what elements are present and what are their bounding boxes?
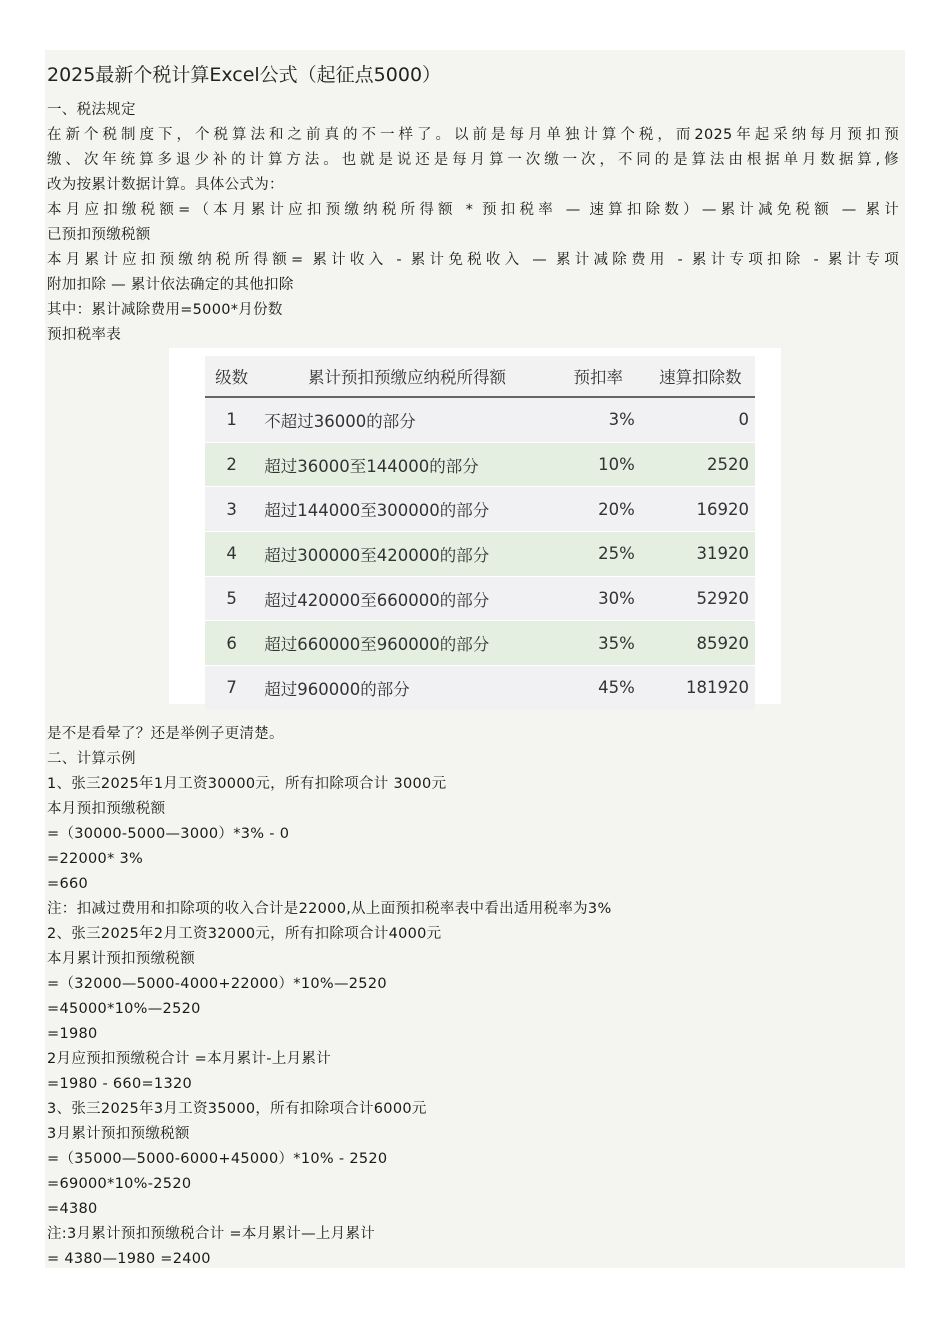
cell-rate: 3% (551, 397, 645, 442)
cell-deduction: 52920 (645, 576, 755, 621)
cell-level: 5 (205, 576, 258, 621)
table-row (205, 487, 755, 532)
cell-range: 超过300000至420000的部分 (258, 532, 550, 577)
cell-range: 超过660000至960000的部分 (258, 621, 550, 666)
example-line: =1980 (47, 1026, 98, 1042)
formula-line: 其中：累计减除费用=5000*月份数 (47, 302, 283, 318)
header-rate: 预扣率 (551, 356, 645, 397)
formula-line: 已预扣预缴税额 (47, 227, 151, 243)
header-deduction: 速算扣除数 (645, 356, 755, 397)
document-page (45, 50, 905, 1268)
example-line: = 4380—1980 =2400 (47, 1251, 211, 1267)
example-line: =22000* 3% (47, 851, 144, 867)
cell-range: 超过144000至300000的部分 (258, 487, 550, 532)
table-header-row (205, 356, 755, 397)
table-row (205, 532, 755, 577)
tax-law-section (47, 98, 899, 348)
example-line: =4380 (47, 1201, 98, 1217)
cell-level: 6 (205, 621, 258, 666)
example-line: 3月累计预扣预缴税额 (47, 1126, 190, 1142)
cell-rate: 20% (551, 487, 645, 532)
paragraph-line: 是不是看晕了？还是举例子更清楚。 (47, 726, 284, 742)
cell-range: 超过960000的部分 (258, 666, 550, 710)
cell-range: 超过420000至660000的部分 (258, 576, 550, 621)
example-line: =45000*10%—2520 (47, 1001, 201, 1017)
example-line: 1、张三2025年1月工资30000元，所有扣除项合计 3000元 (47, 776, 447, 792)
tax-rate-table (205, 356, 755, 710)
section-heading: 二、计算示例 (47, 751, 136, 767)
table-row (205, 666, 755, 710)
example-line: =（32000—5000-4000+22000）*10%—2520 (47, 976, 387, 992)
table-row (205, 576, 755, 621)
example-line: 2、张三2025年2月工资32000元，所有扣除项合计4000元 (47, 926, 442, 942)
cell-deduction: 181920 (645, 666, 755, 710)
cell-rate: 35% (551, 621, 645, 666)
paragraph-line: 改为按累计数据计算。具体公式为： (47, 177, 284, 193)
cell-range: 不超过36000的部分 (258, 397, 550, 442)
cell-range: 超过36000至144000的部分 (258, 442, 550, 487)
table-caption: 预扣税率表 (47, 327, 121, 343)
cell-rate: 45% (551, 666, 645, 710)
formula-line: 附加扣除 — 累计依法确定的其他扣除 (47, 277, 294, 293)
cell-level: 1 (205, 397, 258, 442)
cell-deduction: 16920 (645, 487, 755, 532)
paragraph-line: 缴、次年统算多退少补的计算方法。也就是说还是每月算一次缴一次，不同的是算法由根据单月数据算,修 (47, 152, 899, 168)
note-line: 注:3月累计预扣预缴税合计 =本月累计—上月累计 (47, 1226, 376, 1242)
table-row (205, 621, 755, 666)
table-row (205, 442, 755, 487)
table-row (205, 397, 755, 442)
cell-rate: 10% (551, 442, 645, 487)
cell-rate: 25% (551, 532, 645, 577)
tax-rate-table-image (169, 348, 781, 704)
cell-rate: 30% (551, 576, 645, 621)
example-line: 本月预扣预缴税额 (47, 801, 166, 817)
header-level: 级数 (205, 356, 258, 397)
formula-line: 本月应扣缴税额=（本月累计应扣预缴纳税所得额 * 预扣税率 — 速算扣除数）—累计减免税额 — 累计 (47, 202, 899, 218)
cell-deduction: 85920 (645, 621, 755, 666)
example-line: =（30000-5000—3000）*3% - 0 (47, 826, 290, 842)
cell-level: 2 (205, 442, 258, 487)
example-line: 3、张三2025年3月工资35000，所有扣除项合计6000元 (47, 1101, 427, 1117)
calculation-example-section (47, 722, 899, 1272)
cell-deduction: 0 (645, 397, 755, 442)
formula-line: 本月累计应扣预缴纳税所得额= 累计收入 - 累计免税收入 — 累计减除费用 - 累计专项扣除 - 累计专项 (47, 252, 899, 268)
example-line: =1980 - 660=1320 (47, 1076, 193, 1092)
section-heading: 一、税法规定 (47, 102, 136, 118)
document-title: 2025最新个税计算Excel公式（起征点5000） (47, 64, 442, 86)
cell-level: 4 (205, 532, 258, 577)
cell-level: 3 (205, 487, 258, 532)
cell-deduction: 31920 (645, 532, 755, 577)
paragraph-line: 在新个税制度下，个税算法和之前真的不一样了。以前是每月单独计算个税，而2025年起采纳每月预扣预 (47, 127, 899, 143)
example-line: =660 (47, 876, 89, 892)
note-line: 注：扣减过费用和扣除项的收入合计是22000,从上面预扣税率表中看出适用税率为3% (47, 901, 612, 917)
example-line: 本月累计预扣预缴税额 (47, 951, 195, 967)
cell-deduction: 2520 (645, 442, 755, 487)
example-line: 2月应预扣预缴税合计 =本月累计-上月累计 (47, 1051, 332, 1067)
cell-level: 7 (205, 666, 258, 710)
example-line: =69000*10%-2520 (47, 1176, 192, 1192)
header-range: 累计预扣预缴应纳税所得额 (258, 356, 550, 397)
example-line: =（35000—5000-6000+45000）*10% - 2520 (47, 1151, 388, 1167)
